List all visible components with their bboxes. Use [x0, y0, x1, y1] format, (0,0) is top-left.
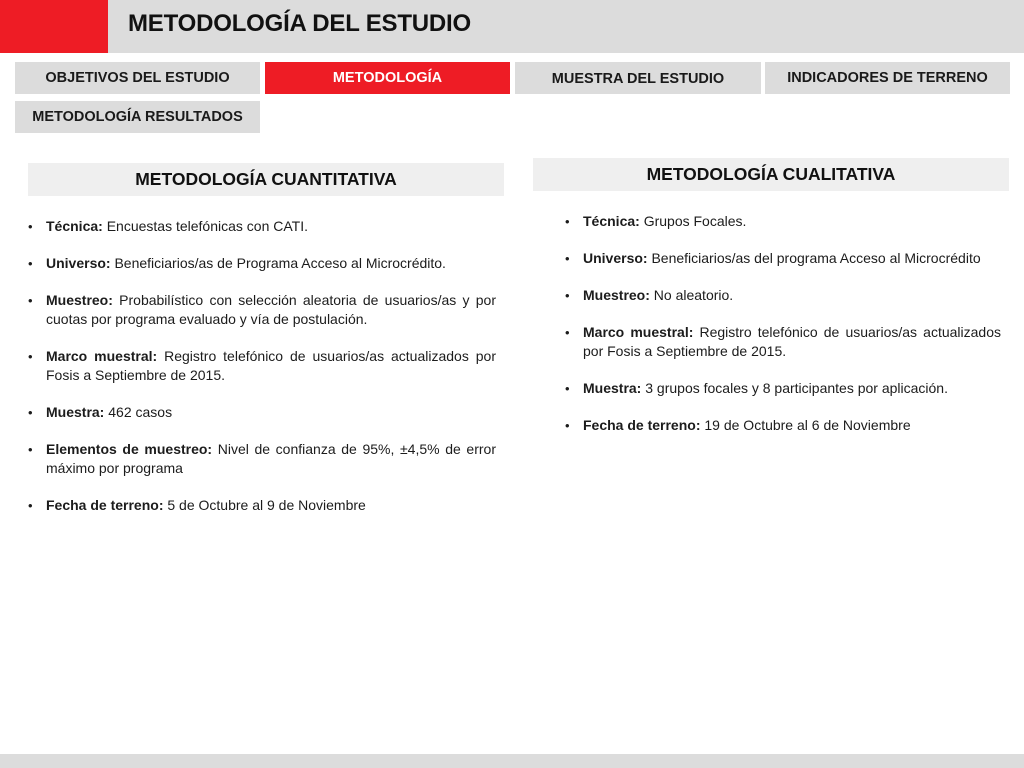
- list-item: [564, 379, 1001, 398]
- item-label: Técnica:: [583, 213, 640, 229]
- list-item: [564, 323, 1001, 361]
- cualitativa-list: [564, 212, 1001, 453]
- item-text: No aleatorio.: [649, 287, 734, 303]
- tab-metodologia-resultados[interactable]: METODOLOGÍA RESULTADOS: [15, 101, 260, 133]
- list-item: [564, 212, 1001, 231]
- bullet-icon: •: [28, 405, 33, 420]
- item-label: Elementos de muestreo:: [46, 441, 213, 457]
- item-label: Marco muestral:: [583, 324, 694, 340]
- bullet-icon: •: [28, 442, 33, 457]
- list-item: [27, 347, 496, 385]
- tab-metodologia[interactable]: METODOLOGÍA: [265, 62, 510, 94]
- list-item: [564, 249, 1001, 268]
- list-item: [27, 254, 496, 273]
- list-item: [564, 416, 1001, 435]
- bullet-icon: •: [565, 418, 570, 433]
- item-text: 5 de Octubre al 9 de Noviembre: [163, 497, 366, 513]
- item-text: 462 casos: [104, 404, 173, 420]
- item-label: Universo:: [46, 255, 111, 271]
- bullet-icon: •: [28, 293, 33, 308]
- tab-objetivos[interactable]: OBJETIVOS DEL ESTUDIO: [15, 62, 260, 94]
- list-item: [27, 496, 496, 515]
- item-text: Nivel de confianza de 95%, ±4,5% de error máximo por programa: [46, 441, 496, 476]
- bullet-icon: •: [565, 251, 570, 266]
- section-heading-cuantitativa: METODOLOGÍA CUANTITATIVA: [28, 163, 504, 196]
- item-text: Beneficiarios/as del programa Acceso al Microcrédito: [647, 250, 981, 266]
- item-text: Grupos Focales.: [639, 213, 747, 229]
- bullet-icon: •: [565, 288, 570, 303]
- bullet-icon: •: [28, 256, 33, 271]
- item-text: 3 grupos focales y 8 participantes por aplicación.: [641, 380, 948, 396]
- item-label: Muestreo:: [583, 287, 650, 303]
- item-label: Técnica:: [46, 218, 103, 234]
- list-item: [27, 440, 496, 478]
- item-label: Muestra:: [583, 380, 642, 396]
- tab-indicadores[interactable]: INDICADORES DE TERRENO: [765, 62, 1010, 94]
- item-text: Probabilístico con selección aleatoria de usuarios/as y por cuotas por programa evaluado y vía de postulación.: [46, 292, 496, 327]
- list-item: [27, 403, 496, 422]
- bullet-icon: •: [28, 498, 33, 513]
- item-text: Encuestas telefónicas con CATI.: [102, 218, 308, 234]
- cuantitativa-list: [27, 217, 496, 533]
- item-label: Fecha de terreno:: [583, 417, 701, 433]
- section-heading-cualitativa: METODOLOGÍA CUALITATIVA: [533, 158, 1009, 191]
- bullet-icon: •: [565, 381, 570, 396]
- list-item: [27, 217, 496, 236]
- bullet-icon: •: [565, 214, 570, 229]
- tab-muestra[interactable]: MUESTRA DEL ESTUDIO: [515, 62, 761, 94]
- item-label: Universo:: [583, 250, 648, 266]
- bullet-icon: •: [28, 349, 33, 364]
- item-text: 19 de Octubre al 6 de Noviembre: [700, 417, 911, 433]
- footer-bar: [0, 754, 1024, 768]
- header-accent-block: [0, 0, 108, 53]
- item-label: Fecha de terreno:: [46, 497, 164, 513]
- bullet-icon: •: [565, 325, 570, 340]
- item-text: Registro telefónico de usuarios/as actualizados por Fosis a Septiembre de 2015.: [46, 348, 496, 383]
- bullet-icon: •: [28, 219, 33, 234]
- item-text: Registro telefónico de usuarios/as actualizados por Fosis a Septiembre de 2015.: [583, 324, 1001, 359]
- list-item: [564, 286, 1001, 305]
- page-title: METODOLOGÍA DEL ESTUDIO: [128, 10, 471, 37]
- list-item: [27, 291, 496, 329]
- item-label: Muestra:: [46, 404, 105, 420]
- item-label: Marco muestral:: [46, 348, 158, 364]
- item-label: Muestreo:: [46, 292, 113, 308]
- item-text: Beneficiarios/as de Programa Acceso al Microcrédito.: [110, 255, 446, 271]
